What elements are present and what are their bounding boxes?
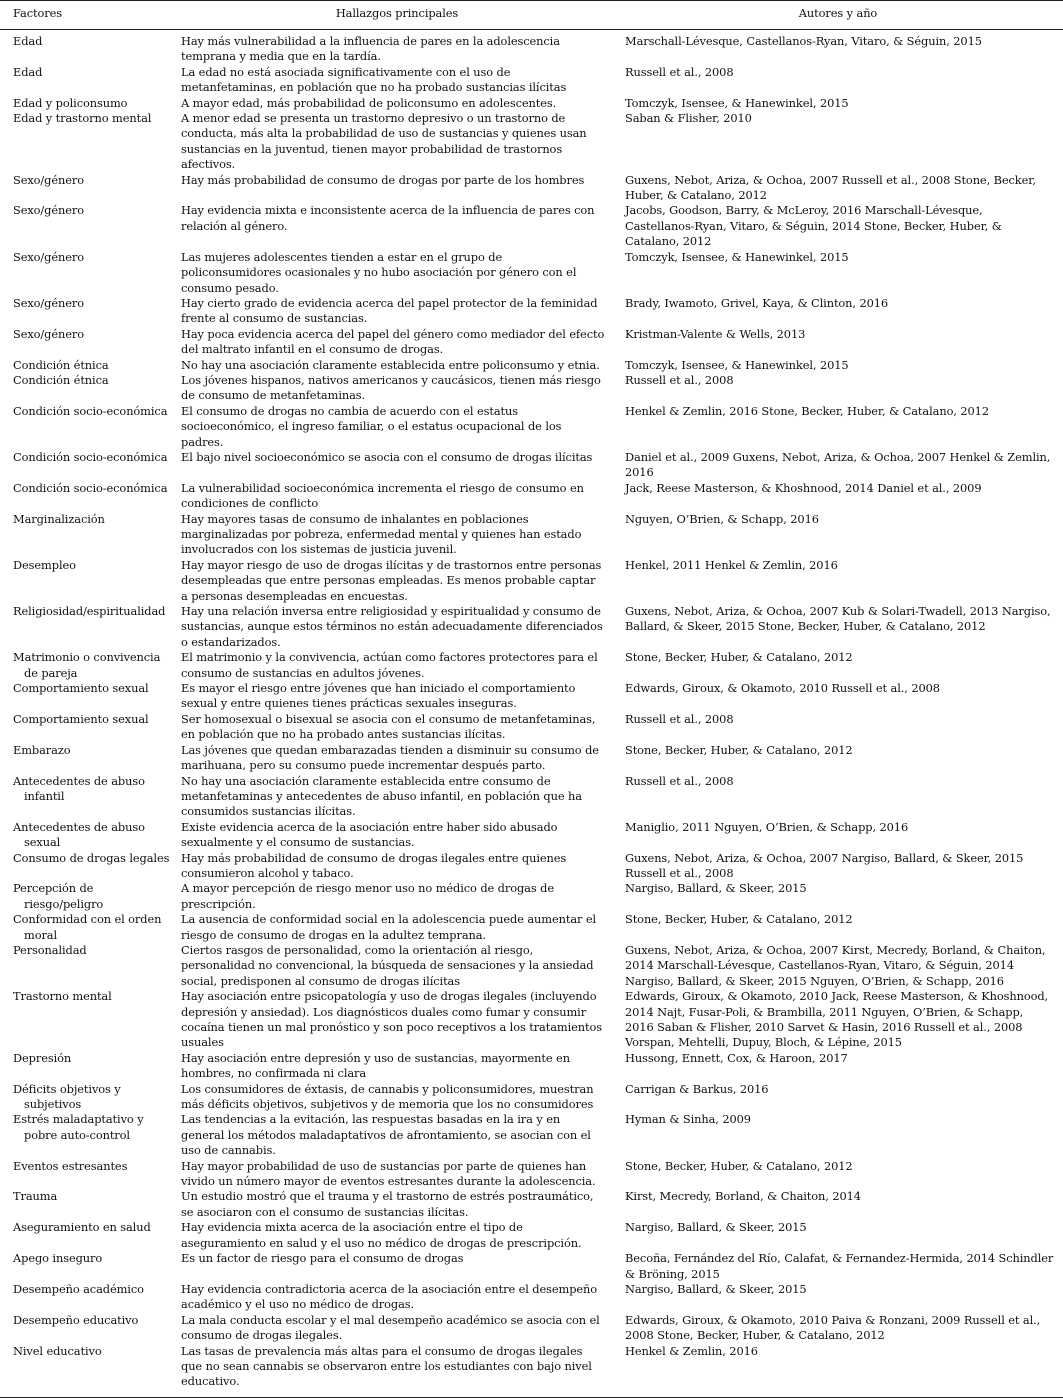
table-row (0, 296, 1063, 327)
factor-label: Condición socio-económica (13, 480, 168, 495)
factor-label: Desempeño educativo (13, 1312, 139, 1327)
authors-text: Henkel, 2011 Henkel & Zemlin, 2016 (625, 557, 838, 572)
finding-text: Las mujeres adolescentes tienden a estar en el grupo de policonsumidores ocasionales y no hubo asociación por género con el consumo pesado. (181, 249, 577, 295)
table-row (0, 712, 1063, 743)
authors-text: Russell et al., 2008 (625, 773, 734, 788)
finding-text: Hay evidencia mixta acerca de la asociación entre el tipo de aseguramiento en salud y el uso no médico de drogas de prescripción. (181, 1220, 582, 1250)
authors-text: Nargiso, Ballard, & Skeer, 2015 (625, 1281, 807, 1296)
table-row (0, 912, 1063, 943)
finding-text: Es un factor de riesgo para el consumo de drogas (181, 1251, 464, 1266)
factor-label: Matrimonio o convivencia de pareja (13, 650, 161, 680)
authors-text: Jacobs, Goodson, Barry, & McLeroy, 2016 Marschall-Lévesque, Castellanos-Ryan, Vitaro, & Séguin, 2014 Stone, Becker, Huber, & Catalano, 2012 (625, 203, 1002, 249)
authors-text: Russell et al., 2008 (625, 711, 734, 726)
factor-label: Depresión (13, 1050, 72, 1065)
factor-label: Religiosidad/espiritualidad (13, 604, 166, 619)
table-row (0, 450, 1063, 481)
row-factor-cell (0, 512, 181, 558)
row-factor-cell (0, 820, 181, 851)
row-factor-cell (0, 1159, 181, 1190)
row-factor-cell (0, 774, 181, 820)
finding-text: Es mayor el riesgo entre jóvenes que han iniciado el comportamiento sexual y entre quienes tienes prácticas sexuales inseguras. (181, 681, 576, 711)
row-factor-cell (0, 1189, 181, 1220)
table-body (0, 30, 1063, 1398)
row-factor-cell (0, 358, 181, 373)
table-row (0, 1159, 1063, 1190)
factor-label: Conformidad con el orden moral (13, 912, 162, 942)
factor-label: Apego inseguro (13, 1251, 103, 1266)
finding-text: Las jóvenes que quedan embarazadas tienden a disminuir su consumo de marihuana, pero su consumo puede incrementar después parto. (181, 742, 599, 773)
finding-text: Hay mayor probabilidad de uso de sustancias por parte de quienes han vivido un número mayor de eventos estresantes durante la adolescencia. (181, 1158, 596, 1189)
table-row (0, 65, 1063, 96)
authors-text: Edwards, Giroux, & Okamoto, 2010 Russell et al., 2008 (625, 681, 940, 696)
authors-text: Hussong, Ennett, Cox, & Haroon, 2017 (625, 1050, 848, 1065)
row-factor-cell (0, 1051, 181, 1082)
table-row (0, 604, 1063, 650)
table-row (0, 481, 1063, 512)
factor-label: Estrés maladaptativo y pobre auto-control (13, 1112, 144, 1142)
row-factor-cell (0, 327, 181, 358)
table-row (0, 1112, 1063, 1158)
finding-text: Hay más vulnerabilidad a la influencia de pares en la adolescencia temprana y media que en la tardía. (181, 34, 560, 64)
finding-text: El matrimonio y la convivencia, actúan como factores protectores para el consumo de sustancias en adultos jóvenes. (181, 650, 598, 680)
authors-text: Guxens, Nebot, Ariza, & Ochoa, 2007 Nargiso, Ballard, & Skeer, 2015 Russell et al., 2008 (625, 850, 1024, 880)
finding-text: A mayor edad, más probabilidad de policonsumo en adolescentes. (181, 95, 557, 110)
finding-text: A menor edad se presenta un trastorno depresivo o un trastorno de conducta, más alta la probabilidad de uso de sustancias y quienes usan sustancias en la juventud, tienen mayor probabilidad de trastornos afectivos. (181, 111, 587, 172)
row-factor-cell (0, 296, 181, 327)
finding-text: Hay poca evidencia acerca del papel del género como mediador del efecto del maltrato infantil en el consumo de drogas. (181, 326, 605, 357)
table-row (0, 558, 1063, 604)
table-row (0, 1313, 1063, 1344)
factor-label: Comportamiento sexual (13, 711, 149, 726)
finding-text: La ausencia de conformidad social en la adolescencia puede aumentar el riesgo de consumo de drogas en la adultez temprana. (181, 912, 597, 942)
finding-text: La edad no está asociada significativamente con el uso de metanfetaminas, en población que no ha probado sustancias ilícitas (181, 64, 567, 95)
authors-text: Guxens, Nebot, Ariza, & Ochoa, 2007 Kirst, Mecredy, Borland, & Chaiton, 2014 Marschall-Lévesque, Castellanos-Ryan, Vitaro, & Séguin, 2014 Nargiso, Ballard, & Skeer, 2015 Nguyen, O’Brien, & Schapp, 2016 (625, 942, 1046, 988)
finding-text: Hay evidencia contradictoria acerca de la asociación entre el desempeño académico y el uso no médico de drogas. (181, 1281, 598, 1312)
row-factor-cell (0, 743, 181, 774)
finding-text: Los consumidores de éxtasis, de cannabis y policonsumidores, muestran más déficits objetivos, subjetivos y de memoria que los no consumidores (181, 1081, 594, 1112)
authors-text: Hyman & Sinha, 2009 (625, 1112, 751, 1127)
authors-text: Becoña, Fernández del Río, Calafat, & Fernandez-Hermida, 2014 Schindler & Bröning, 2015 (625, 1251, 1054, 1281)
finding-text: Hay una relación inversa entre religiosidad y espiritualidad y consumo de sustancias, aunque estos términos no están adecuadamente diferenciados o estandarizados. (181, 604, 603, 649)
row-factor-cell (0, 30, 181, 65)
finding-text: Ser homosexual o bisexual se asocia con el consumo de metanfetaminas, en población que no ha probado antes sustancias ilícitas. (181, 711, 596, 742)
factor-label: Nivel educativo (13, 1343, 102, 1358)
factor-label: Condición étnica (13, 357, 109, 372)
row-factor-cell (0, 373, 181, 404)
authors-text: Tomczyk, Isensee, & Hanewinkel, 2015 (625, 249, 849, 264)
finding-text: Hay mayor riesgo de uso de drogas ilícitas y de trastornos entre personas desempleadas que entre personas empleadas. Es menos probable captar a personas desempleadas en encuestas. (181, 557, 602, 603)
factor-label: Edad y policonsumo (13, 95, 128, 110)
finding-text: Hay evidencia mixta e inconsistente acerca de la influencia de pares con relación al género. (181, 203, 595, 233)
factor-label: Sexo/género (13, 249, 84, 264)
factor-label: Antecedentes de abuso infantil (13, 773, 145, 803)
table-row (0, 173, 1063, 204)
authors-text: Guxens, Nebot, Ariza, & Ochoa, 2007 Kub & Solari-Twadell, 2013 Nargiso, Ballard, & Skeer, 2015 Stone, Becker, Huber, & Catalano, 2012 (625, 604, 1051, 634)
row-factor-cell (0, 851, 181, 882)
table-row (0, 373, 1063, 404)
authors-text: Stone, Becker, Huber, & Catalano, 2012 (625, 742, 853, 757)
factor-label: Comportamiento sexual (13, 681, 149, 696)
header-findings: Hallazgos principales (181, 1, 613, 30)
factor-label: Antecedentes de abuso sexual (13, 819, 145, 850)
table-row (0, 774, 1063, 820)
factor-label: Desempeño académico (13, 1281, 144, 1296)
authors-text: Nargiso, Ballard, & Skeer, 2015 (625, 1220, 807, 1235)
table-row (0, 820, 1063, 851)
table-row (0, 1189, 1063, 1220)
row-factor-cell (0, 250, 181, 296)
table-row (0, 404, 1063, 450)
table-row (0, 881, 1063, 912)
finding-text: Hay asociación entre psicopatología y uso de drogas ilegales (incluyendo depresión y ansiedad). Los diagnósticos duales como fumar y consumir cocaína tienen un mal pronóstico y son poco receptivos a los tratamientos usuales (181, 989, 603, 1050)
factor-label: Sexo/género (13, 326, 84, 341)
factor-label: Aseguramiento en salud (13, 1220, 151, 1235)
table-header (0, 1, 1063, 30)
factor-label: Edad (13, 34, 43, 48)
table-row (0, 327, 1063, 358)
authors-text: Russell et al., 2008 (625, 64, 734, 79)
table-row (0, 1251, 1063, 1282)
table-row (0, 250, 1063, 296)
row-factor-cell (0, 989, 181, 1051)
authors-text: Tomczyk, Isensee, & Hanewinkel, 2015 (625, 95, 849, 110)
table-row (0, 851, 1063, 882)
finding-text: El consumo de drogas no cambia de acuerdo con el estatus socioeconómico, el ingreso familiar, o el estatus ocupacional de los padres. (181, 403, 562, 449)
table-row (0, 989, 1063, 1051)
authors-text: Edwards, Giroux, & Okamoto, 2010 Paiva & Ronzani, 2009 Russell et al., 2008 Stone, Becker, Huber, & Catalano, 2012 (625, 1312, 1041, 1343)
authors-text: Tomczyk, Isensee, & Hanewinkel, 2015 (625, 357, 849, 372)
factor-label: Sexo/género (13, 203, 84, 218)
factor-label: Edad (13, 64, 43, 79)
header-authors: Autores y año (613, 1, 1063, 30)
finding-text: Hay mayores tasas de consumo de inhalantes en poblaciones marginalizadas por pobreza, enfermedad mental y quienes han estado involucrados con los sistemas de justicia juvenil. (181, 511, 582, 557)
authors-text: Stone, Becker, Huber, & Catalano, 2012 (625, 650, 853, 665)
row-factor-cell (0, 912, 181, 943)
table-row (0, 681, 1063, 712)
factor-label: Sexo/género (13, 295, 84, 310)
row-factor-cell (0, 111, 181, 173)
finding-text: Existe evidencia acerca de la asociación entre haber sido abusado sexualmente y el consumo de sustancias. (181, 819, 558, 850)
authors-text: Saban & Flisher, 2010 (625, 111, 752, 126)
table-row (0, 650, 1063, 681)
factor-label: Eventos estresantes (13, 1158, 128, 1173)
row-factor-cell (0, 943, 181, 989)
authors-text: Maniglio, 2011 Nguyen, O’Brien, & Schapp, 2016 (625, 819, 909, 834)
row-factor-cell (0, 712, 181, 743)
row-factor-cell (0, 173, 181, 204)
row-factor-cell (0, 650, 181, 681)
table-row (0, 1051, 1063, 1082)
table-row (0, 1082, 1063, 1113)
authors-text: Russell et al., 2008 (625, 372, 734, 387)
factor-label: Déficits objetivos y subjetivos (13, 1081, 121, 1112)
finding-text: La mala conducta escolar y el mal desempeño académico se asocia con el consumo de drogas ilegales. (181, 1312, 600, 1343)
row-factor-cell (0, 881, 181, 912)
row-factor-cell (0, 1220, 181, 1251)
factor-label: Percepción de riesgo/peligro (13, 881, 104, 911)
table-row (0, 358, 1063, 373)
authors-text: Nguyen, O’Brien, & Schapp, 2016 (625, 511, 819, 526)
factor-label: Condición étnica (13, 372, 109, 387)
authors-text: Jack, Reese Masterson, & Khoshnood, 2014 Daniel et al., 2009 (625, 480, 982, 495)
row-factor-cell (0, 1344, 181, 1398)
authors-text: Daniel et al., 2009 Guxens, Nebot, Ariza, & Ochoa, 2007 Henkel & Zemlin, 2016 (625, 449, 1051, 480)
finding-text: Las tasas de prevalencia más altas para el consumo de drogas ilegales que no sean cannabis se observaron entre los estudiantes con bajo nivel educativo. (181, 1344, 613, 1398)
finding-text: Las tendencias a la evitación, las respuestas basadas en la ira y en general los métodos maladaptativos de afrontamiento, se asocian con el uso de cannabis. (181, 1112, 591, 1158)
factor-label: Trauma (13, 1189, 58, 1204)
authors-text: Henkel & Zemlin, 2016 Stone, Becker, Huber, & Catalano, 2012 (625, 403, 989, 418)
factor-label: Embarazo (13, 742, 71, 757)
factor-label: Desempleo (13, 557, 76, 572)
authors-text: Kirst, Mecredy, Borland, & Chaiton, 2014 (625, 1189, 861, 1204)
row-factor-cell (0, 1082, 181, 1113)
factor-label: Trastorno mental (13, 989, 112, 1004)
factor-label: Sexo/género (13, 172, 84, 187)
row-factor-cell (0, 681, 181, 712)
row-factor-cell (0, 1251, 181, 1282)
finding-text: No hay una asociación claramente establecida entre consumo de metanfetaminas y antecedentes de abuso infantil, en población que ha consumidos sustancias ilícitas. (181, 773, 582, 819)
table-row (0, 743, 1063, 774)
authors-text: Edwards, Giroux, & Okamoto, 2010 Jack, Reese Masterson, & Khoshnood, 2014 Najt, Fusar-Poli, & Brambilla, 2011 Nguyen, O’Brien, & Schapp, 2016 Saban & Flisher, 2010 Sarvet & Hasin, 2016 Russell et al., 2008 Vorspan, Mehtelli, Dupuy, Bloch, & Lépine, 2015 (625, 989, 1049, 1050)
row-factor-cell (0, 450, 181, 481)
authors-text: Carrigan & Barkus, 2016 (625, 1081, 769, 1096)
factor-label: Marginalización (13, 511, 105, 526)
authors-text: Stone, Becker, Huber, & Catalano, 2012 (625, 1158, 853, 1173)
row-factor-cell (0, 604, 181, 650)
finding-text: Hay más probabilidad de consumo de drogas ilegales entre quienes consumieron alcohol y tabaco. (181, 850, 567, 880)
row-factor-cell (0, 1112, 181, 1158)
factor-label: Condición socio-económica (13, 403, 168, 418)
authors-text: Marschall-Lévesque, Castellanos-Ryan, Vitaro, & Séguin, 2015 (625, 34, 982, 48)
factor-label: Edad y trastorno mental (13, 111, 152, 126)
row-factor-cell (0, 203, 181, 249)
row-factor-cell (0, 1313, 181, 1344)
row-factor-cell (0, 65, 181, 96)
finding-text: Un estudio mostró que el trauma y el trastorno de estrés postraumático, se asociaron con el consumo de sustancias ilícitas. (181, 1189, 594, 1219)
table-row (0, 111, 1063, 173)
finding-text: Ciertos rasgos de personalidad, como la orientación al riesgo, personalidad no convencional, la búsqueda de sensaciones y la ansiedad social, predisponen al consumo de drogas ilícitas (181, 942, 594, 988)
finding-text: A mayor percepción de riesgo menor uso no médico de drogas de prescripción. (181, 881, 554, 911)
header-factors: Factores (0, 1, 181, 30)
table-row (0, 943, 1063, 989)
table-row (0, 1344, 1063, 1398)
authors-text: Nargiso, Ballard, & Skeer, 2015 (625, 881, 807, 896)
finding-text: La vulnerabilidad socioeconómica incrementa el riesgo de consumo en condiciones de conflicto (181, 480, 584, 511)
authors-text: Stone, Becker, Huber, & Catalano, 2012 (625, 912, 853, 927)
authors-text: Kristman-Valente & Wells, 2013 (625, 326, 806, 341)
finding-text: El bajo nivel socioeconómico se asocia con el consumo de drogas ilícitas (181, 449, 593, 464)
factor-label: Personalidad (13, 942, 87, 957)
authors-text: Guxens, Nebot, Ariza, & Ochoa, 2007 Russell et al., 2008 Stone, Becker, Huber, & Catalano, 2012 (625, 172, 1036, 203)
table-row (0, 96, 1063, 111)
finding-text: Hay cierto grado de evidencia acerca del papel protector de la feminidad frente al consumo de sustancias. (181, 295, 598, 326)
row-factor-cell (0, 96, 181, 111)
finding-text: No hay una asociación claramente establecida entre policonsumo y etnia. (181, 357, 600, 372)
row-factor-cell (0, 481, 181, 512)
table-row (0, 512, 1063, 558)
table-row (0, 1220, 1063, 1251)
row-factor-cell (0, 404, 181, 450)
factor-label: Consumo de drogas legales (13, 850, 170, 865)
finding-text: Los jóvenes hispanos, nativos americanos y caucásicos, tienen más riesgo de consumo de metanfetaminas. (181, 372, 601, 403)
table-row (0, 203, 1063, 249)
authors-text: Henkel & Zemlin, 2016 (613, 1344, 1063, 1398)
table-row (0, 30, 1063, 65)
finding-text: Hay más probabilidad de consumo de drogas por parte de los hombres (181, 172, 585, 187)
factor-label: Condición socio-económica (13, 449, 168, 464)
authors-text: Brady, Iwamoto, Grivel, Kaya, & Clinton, 2016 (625, 295, 889, 310)
row-factor-cell (0, 558, 181, 604)
finding-text: Hay asociación entre depresión y uso de sustancias, mayormente en hombres, no confirmada ni clara (181, 1050, 570, 1081)
